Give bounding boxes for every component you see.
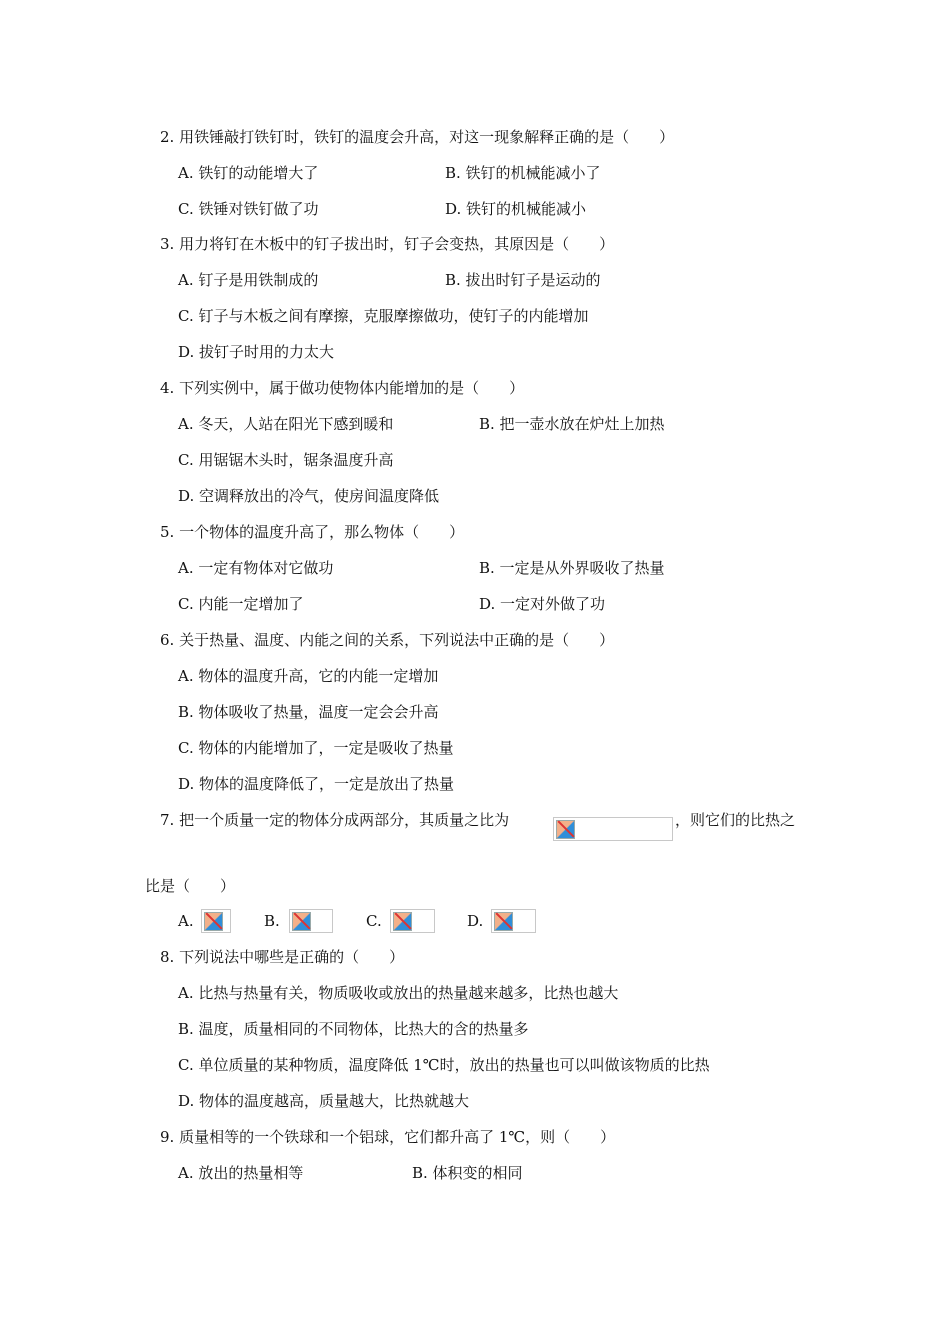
question-6-option-d: D. 物体的温度降低了，一定是放出了热量 — [178, 775, 455, 793]
question-5-option-d: D. 一定对外做了功 — [479, 595, 606, 613]
question-7-stem-end: ，则它们的比热之 — [675, 811, 796, 829]
question-2-option-d: D. 铁钉的机械能减小 — [445, 200, 587, 218]
question-4-option-c: C. 用锯锯木头时，锯条温度升高 — [178, 451, 394, 469]
question-7-stem-continued: 比是（ ） — [145, 877, 236, 895]
broken-image-icon — [393, 912, 412, 931]
question-8-option-c: C. 单位质量的某种物质，温度降低 1℃时，放出的热量也可以叫做该物质的比热 — [178, 1056, 710, 1074]
option-b-formula-image — [289, 909, 333, 933]
question-9-option-a: A. 放出的热量相等 — [178, 1164, 304, 1182]
question-7-stem-start: 7. 把一个质量一定的物体分成两部分，其质量之比为 — [160, 811, 510, 829]
question-6-stem: 6. 关于热量、温度、内能之间的关系，下列说法中正确的是（ ） — [160, 631, 615, 649]
question-5-option-b: B. 一定是从外界吸收了热量 — [479, 559, 665, 577]
question-3-option-a: A. 钉子是用铁制成的 — [178, 271, 319, 289]
ratio-formula-image — [553, 817, 673, 841]
question-4-option-d: D. 空调释放出的冷气，使房间温度降低 — [178, 487, 440, 505]
question-3-option-c: C. 钉子与木板之间有摩擦，克服摩擦做功，使钉子的内能增加 — [178, 307, 589, 325]
question-4-option-b: B. 把一壶水放在炉灶上加热 — [479, 415, 665, 433]
question-2-stem: 2. 用铁锤敲打铁钉时，铁钉的温度会升高，对这一现象解释正确的是（ ） — [160, 128, 675, 146]
question-3-stem: 3. 用力将钉在木板中的钉子拔出时，钉子会变热，其原因是（ ） — [160, 235, 615, 253]
question-7-option-b: B. — [264, 912, 280, 930]
question-4-option-a: A. 冬天，人站在阳光下感到暖和 — [178, 415, 394, 433]
question-9-stem: 9. 质量相等的一个铁球和一个铝球，它们都升高了 1℃，则（ ） — [160, 1128, 616, 1146]
question-5-option-c: C. 内能一定增加了 — [178, 595, 304, 613]
question-6-option-a: A. 物体的温度升高，它的内能一定增加 — [178, 667, 439, 685]
question-7-option-a: A. — [178, 912, 194, 930]
question-5-stem: 5. 一个物体的温度升高了，那么物体（ ） — [160, 523, 465, 541]
question-8-option-a: A. 比热与热量有关，物质吸收或放出的热量越来越多，比热也越大 — [178, 984, 619, 1002]
question-3-option-d: D. 拔钉子时用的力太大 — [178, 343, 335, 361]
question-6-option-b: B. 物体吸收了热量，温度一定会会升高 — [178, 703, 439, 721]
question-2-option-c: C. 铁锤对铁钉做了功 — [178, 200, 319, 218]
question-3-option-b: B. 拔出时钉子是运动的 — [445, 271, 601, 289]
question-2-option-a: A. 铁钉的动能增大了 — [178, 164, 319, 182]
question-6-option-c: C. 物体的内能增加了，一定是吸收了热量 — [178, 739, 454, 757]
broken-image-icon — [204, 912, 223, 931]
question-9-option-b: B. 体积变的相同 — [412, 1164, 523, 1182]
question-7-option-c: C. — [366, 912, 382, 930]
option-d-formula-image — [491, 909, 536, 933]
broken-image-icon — [494, 912, 513, 931]
question-2-option-b: B. 铁钉的机械能减小了 — [445, 164, 601, 182]
option-c-formula-image — [390, 909, 435, 933]
option-a-formula-image — [201, 909, 231, 933]
broken-image-icon — [292, 912, 311, 931]
question-5-option-a: A. 一定有物体对它做功 — [178, 559, 334, 577]
broken-image-icon — [556, 820, 575, 839]
question-8-stem: 8. 下列说法中哪些是正确的（ ） — [160, 948, 405, 966]
question-8-option-d: D. 物体的温度越高，质量越大，比热就越大 — [178, 1092, 470, 1110]
question-7-option-d: D. — [467, 912, 484, 930]
question-4-stem: 4. 下列实例中，属于做功使物体内能增加的是（ ） — [160, 379, 525, 397]
question-8-option-b: B. 温度，质量相同的不同物体，比热大的含的热量多 — [178, 1020, 529, 1038]
